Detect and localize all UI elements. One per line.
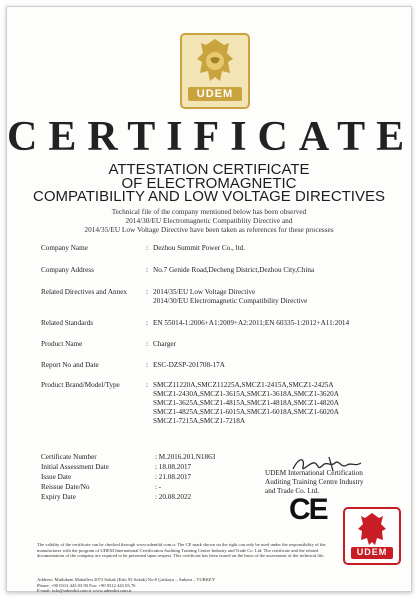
directives-label: Related Directives and Annex [41, 288, 128, 296]
report-value: ESC-DZSP-201708-17A [153, 361, 225, 369]
directive-line-1: 2014/35/EU Low Voltage Directive [153, 288, 256, 296]
issue-date-label: Issue Date [41, 473, 72, 481]
models-label: Product Brand/Model/Type [41, 381, 120, 389]
model-line: SMCZ1-4825A,SMCZ1-6015A,SMCZ1-6018A,SMCZ1-6020A [153, 408, 339, 416]
expiry-label: Expiry Date [41, 493, 76, 501]
company-name-value: Dezhou Summit Power Co., ltd. [153, 244, 246, 252]
expiry-value: : 20.08.2022 [155, 493, 192, 501]
seal-text: UDEM [356, 547, 388, 557]
heading-line-2: OF ELECTROMAGNETIC [121, 175, 297, 192]
reissue-label: Reissue Date/No [41, 483, 90, 491]
models-list [153, 381, 403, 426]
initial-date-value: : 18.08.2017 [155, 463, 192, 471]
report-label: Report No and Date [41, 361, 99, 369]
model-line: SMCZ1-7215A,SMCZ1-7218A [153, 417, 246, 425]
address-line-3: E-mail: info@udemltd.com.tr www.udemltd.com.tr [37, 588, 132, 594]
intro-text [37, 207, 381, 234]
heading-line-1: ATTESTATION CERTIFICATE [108, 161, 310, 178]
standards-label: Related Standards [41, 319, 94, 327]
company-name-label: Company Name [41, 244, 88, 252]
model-line: SMCZ1-2430A,SMCZ1-3615A,SMCZ1-3618A,SMCZ1-3620A [153, 390, 339, 398]
product-name-value: Charger [153, 340, 177, 348]
heading-line-3: COMPATIBILITY AND LOW VOLTAGE DIRECTIVES [32, 188, 385, 205]
cert-number-value: : M.2016.201.N1863 [155, 453, 216, 461]
issuer-line-1: UDEM International Certification [265, 469, 363, 477]
udem-seal [343, 507, 401, 565]
standards-value: EN 55014-1:2006+A1:2009+A2:2011;EN 60335-1:2012+A11:2014 [153, 319, 350, 327]
issuer-line-3: and Trade Co. Ltd. [265, 487, 320, 495]
udem-logo [180, 33, 250, 109]
fine-print: The validity of the certificate can be checked through www.udemltd.com.tr. The CE mark shown on the right can only be used under the responsibility of the manufacturer with the program of UDEM International Certification Auditing Training Centre Industry and Trade Co. Ltd. The certificate and the related documentation of the company are required to be presented upon request. This certificate has been issued on the basis of the assessment of the technical file. [37, 542, 326, 559]
intro-line-1: Technical file of the company mentioned below has been observed [111, 207, 307, 216]
address-line-2: Phone: +90 0312 443 03 90 Fax: +90 0312 443 03 76 [37, 582, 136, 588]
cert-number-label: Certificate Number [41, 453, 97, 461]
initial-date-label: Initial Assessment Date [41, 463, 109, 471]
company-address-value: No.7 Genide Road,Decheng District,Dezhou City,China [153, 266, 315, 274]
address-line-1: Address: Mutlukent Mahallesi 2073 Sokak (Eski 93 Sokak) No:8 Çankaya – Ankara – TURKEY [37, 577, 216, 582]
intro-line-2: 2014/30/EU Electromagnetic Compatiblity Directive and [125, 216, 293, 225]
certificate-title: CERTIFICATE [7, 114, 416, 160]
model-line: SMCZ1-3625A,SMCZ1-4815A,SMCZ1-4818A,SMCZ1-4820A [153, 399, 339, 407]
model-line: SMCZ11220A,SMCZ11225A,SMCZ1-2415A,SMCZ1-2425A [153, 381, 334, 389]
ce-mark [289, 493, 327, 527]
issuer-block [265, 469, 395, 496]
issuer-line-2: Auditing Training Centre Industry [265, 478, 364, 486]
issue-date-value: : 21.08.2017 [155, 473, 192, 481]
directive-line-2: 2014/30/EU Electromagnetic Compatibility Directive [153, 297, 308, 305]
address-block [37, 577, 337, 594]
reissue-value: : - [155, 483, 162, 491]
product-name-label: Product Name [41, 340, 83, 348]
company-address-label: Company Address [41, 266, 94, 274]
ce-mark-text: CE [289, 493, 327, 526]
certificate-sheet: UDEM CERTIFICATE ATTESTATION CERTIFICATE OF ELECTROMAGNETIC COMPATIBILITY AND LOW VOLTAGE DIRECTIVES Technical file of the company mentioned below has been observed 2014/30/EU Electromagnetic Compatiblity Directive and 2014/35/EU Low Voltage Directive have been taken as references for these processes Company Name : Dezhou Summit Power Co., ltd. Company Address : No.7 Genide Road,Decheng District,Dezhou City,China Related Directives and Annex : 2014/35/EU Low Voltage Directive 2014/30/EU Electromagnetic Compatibility Directive Related Standards : EN 55014-1:2006+A1:2009+A2:2011;EN 60335-1:2012+A11:2014 Product Name : Charger Report No and Date : ESC-DZSP-201708-17A Product Brand/Model/Type : SMCZ11220A,SMCZ11225A,SMCZ1-2415A,SMCZ1-2425A SMCZ1-2430A,SMCZ1-3615A,SMCZ1-3618A,SMCZ1-3620A SMCZ1-3625A,SMCZ1-4815A,SMCZ1-4818A,SMCZ1-4820A SMCZ1-4825A,SMCZ1-6015A,SMCZ1-6018A,SMCZ1-6020A SMCZ1-7215A,SMCZ1-7218A Certificate Number : M.2016.201.N1863 Initial Assessment Date : 18.08.2017 Issue Date : 21.08.2017 Reissue Date/No : - Expiry Date : 20.08.2022 UDEM International Certification Auditing Training Centre Industry and Trade Co. Ltd. CE UDEM The validity of the certificate can be checked through www.udemltd.com.tr. The CE mark shown on the right can only be used under the responsibility of the manufacturer with the program of UDEM International Certification Auditing Training Centre Industry and Trade Co. Ltd. The certificate and the related documentation of the company are required to be presented upon request. This certificate has been issued on the basis of the assessment of the technical file. Address: Mutlukent Mahallesi 2073 Sokak (Eski 93 Sokak) No:8 Çankaya – Ankara – TURKEY Phone: +90 0312 443 03 90 Fax: +90 0312 443 03 76 E-mail: info@udemltd.com.tr www.udemltd.com.tr [6, 6, 412, 592]
intro-line-3: 2014/35/EU Low Voltage Directive have been taken as references for these processes [84, 225, 334, 234]
logo-text: UDEM [196, 88, 234, 100]
